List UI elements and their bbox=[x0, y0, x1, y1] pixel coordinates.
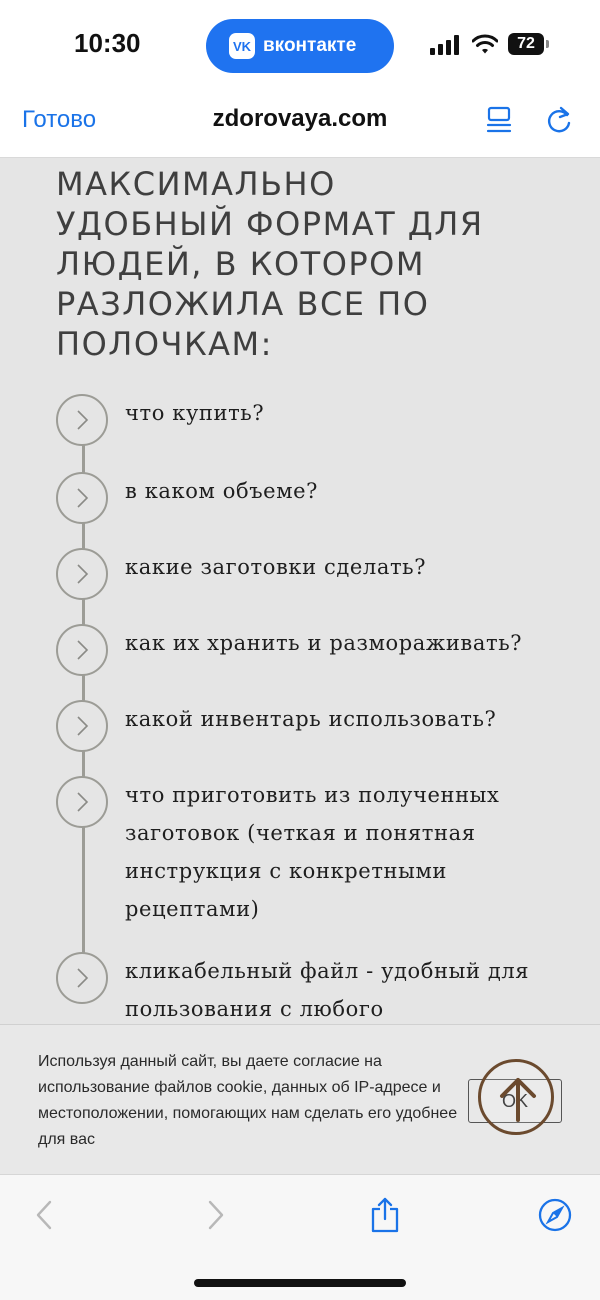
home-indicator bbox=[194, 1279, 406, 1287]
reader-icon[interactable] bbox=[486, 106, 512, 134]
page-content bbox=[0, 158, 600, 1024]
chevron-circle bbox=[56, 394, 108, 446]
heading-line: МАКСИМАЛЬНО bbox=[56, 165, 336, 203]
address-domain[interactable]: zdorovaya.com bbox=[212, 105, 388, 132]
heading-line: ПОЛОЧКАМ: bbox=[56, 325, 273, 363]
battery-level: 72 bbox=[508, 33, 544, 55]
list-item-text: что купить? bbox=[125, 401, 265, 425]
chevron-right-icon bbox=[72, 714, 94, 738]
battery-tip bbox=[546, 40, 549, 48]
browser-toolbar bbox=[0, 1174, 600, 1300]
list-item-text: что приготовить из полученных заготовок (четкая и понятная инструкция с конкретными рецептами) bbox=[125, 783, 500, 921]
heading-line: УДОБНЫЙ ФОРМАТ ДЛЯ bbox=[56, 205, 484, 243]
list-item-text: какой инвентарь использовать? bbox=[125, 707, 497, 731]
chevron-circle bbox=[56, 548, 108, 600]
compass-icon[interactable] bbox=[537, 1197, 573, 1233]
vk-return-pill[interactable] bbox=[206, 19, 394, 73]
list-item-text: какие заготовки сделать? bbox=[125, 555, 427, 579]
chevron-circle bbox=[56, 472, 108, 524]
vk-logo-icon: VK bbox=[229, 33, 255, 59]
status-bar bbox=[0, 0, 600, 90]
cookie-ok-button[interactable]: OK bbox=[468, 1079, 562, 1123]
back-icon[interactable] bbox=[34, 1199, 54, 1231]
section-heading bbox=[56, 164, 576, 364]
chevron-circle bbox=[56, 952, 108, 1004]
chevron-right-icon bbox=[72, 486, 94, 510]
reload-icon[interactable] bbox=[545, 105, 573, 135]
chevron-right-icon bbox=[72, 408, 94, 432]
scroll-to-top-button[interactable] bbox=[478, 1059, 554, 1135]
heading-line: ЛЮДЕЙ, В КОТОРОМ bbox=[56, 245, 425, 283]
heading-line: РАЗЛОЖИЛА ВСЕ ПО bbox=[56, 285, 430, 323]
chevron-circle bbox=[56, 776, 108, 828]
chevron-right-icon bbox=[72, 790, 94, 814]
forward-icon[interactable] bbox=[206, 1199, 226, 1231]
done-button[interactable]: Готово bbox=[22, 106, 97, 133]
browser-nav-bar bbox=[0, 90, 600, 158]
chevron-circle bbox=[56, 700, 108, 752]
chevron-right-icon bbox=[72, 562, 94, 586]
cellular-signal-icon bbox=[430, 35, 462, 55]
status-time: 10:30 bbox=[74, 28, 141, 58]
list-item-text: как их хранить и размораживать? bbox=[125, 631, 523, 655]
list-item-text: кликабельный файл - удобный для пользования с любого bbox=[125, 959, 530, 1021]
arrow-up-icon bbox=[498, 1076, 538, 1122]
cookie-consent-text: Используя данный сайт, вы даете согласие на использование файлов cookie, данных об IP-адресе и местоположении, помогающих нам сделать его удобнее для вас bbox=[38, 1053, 458, 1148]
battery-icon bbox=[508, 33, 550, 55]
wifi-icon bbox=[472, 33, 498, 55]
chevron-circle bbox=[56, 624, 108, 676]
chevron-right-icon bbox=[72, 966, 94, 990]
share-icon[interactable] bbox=[369, 1197, 401, 1233]
chevron-right-icon bbox=[72, 638, 94, 662]
vk-pill-label: вконтакте bbox=[263, 35, 357, 56]
cookie-banner bbox=[0, 1024, 600, 1174]
list-item-text: в каком объеме? bbox=[125, 479, 319, 503]
